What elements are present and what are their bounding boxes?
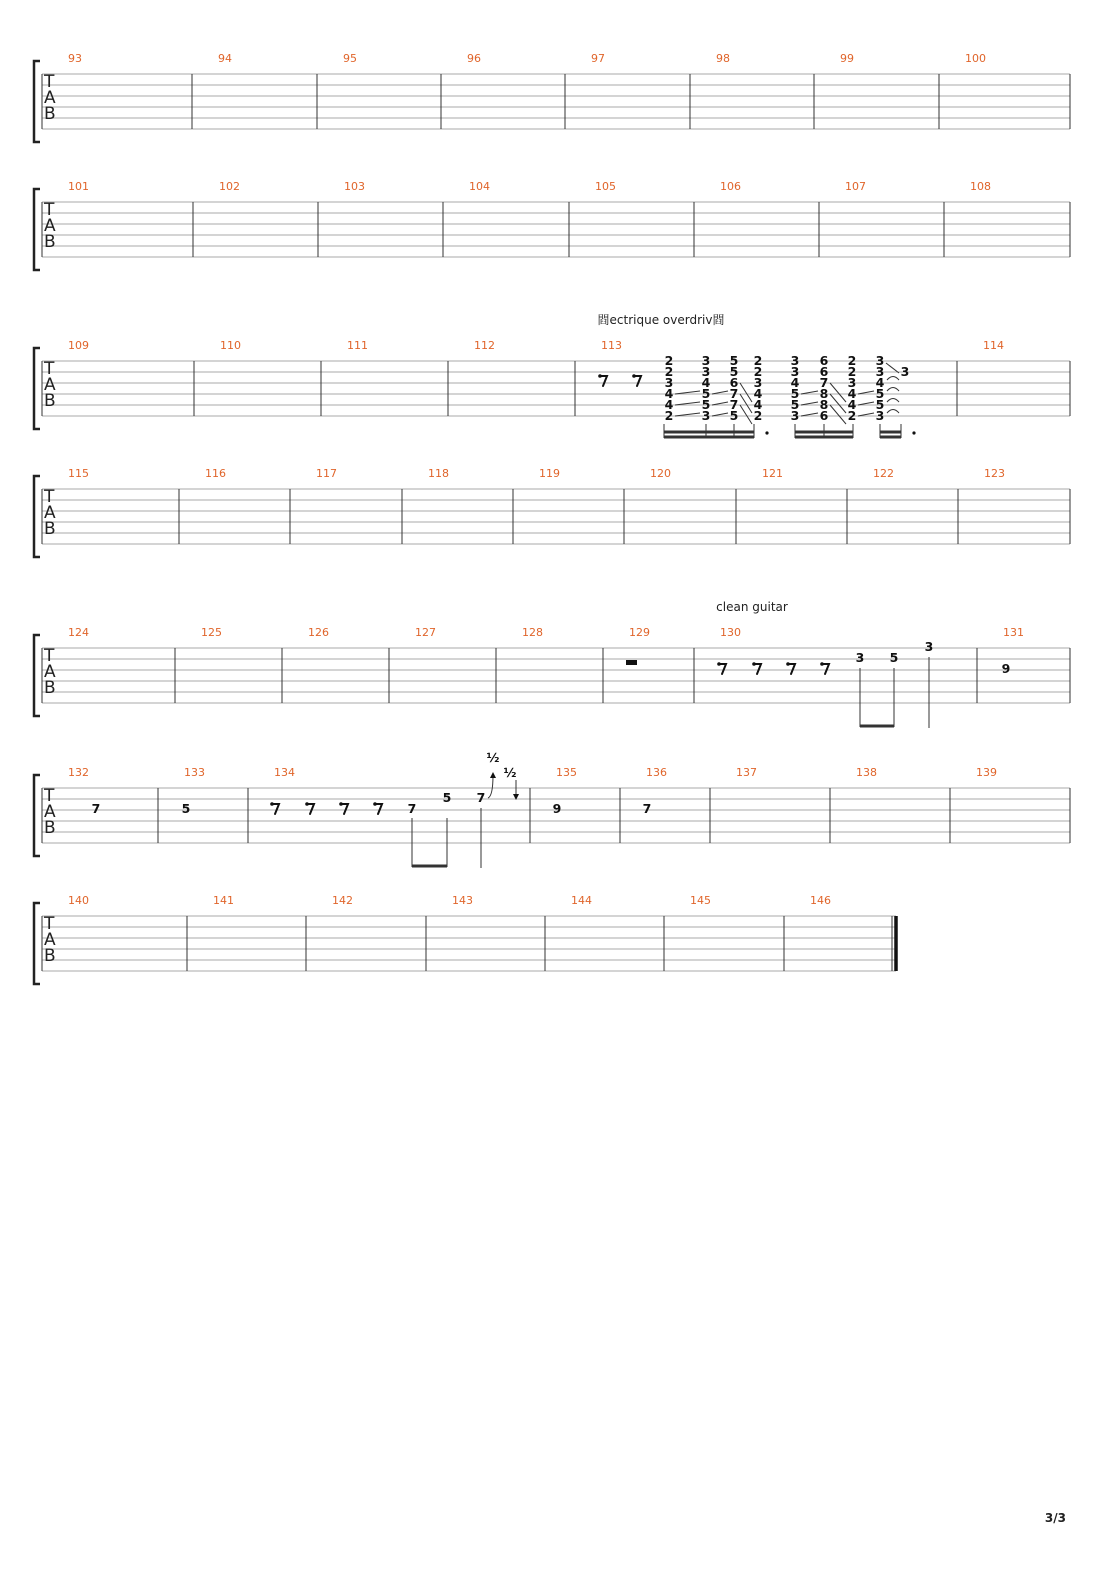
eighth-rest: [339, 802, 348, 814]
fret-number: 2: [753, 408, 763, 423]
eighth-rest-dot: [786, 662, 790, 666]
eighth-rest-dot: [339, 802, 343, 806]
tab-clef-letter: T: [44, 914, 55, 934]
measure-number: 141: [213, 894, 234, 907]
tab-clef-letter: B: [44, 818, 56, 838]
fret-number: 4: [701, 375, 711, 390]
eighth-rest-dot: [373, 802, 377, 806]
eighth-rest-stroke: [719, 664, 726, 674]
tie: [887, 399, 899, 403]
measure-number: 106: [720, 180, 741, 193]
measure-number: 146: [810, 894, 831, 907]
eighth-rest-dot: [632, 374, 636, 378]
slide-line: [740, 383, 752, 402]
tab-clef-letter: A: [44, 930, 56, 950]
eighth-rest-dot: [305, 802, 309, 806]
measure-number: 94: [218, 52, 232, 65]
system-bracket: [34, 189, 40, 270]
measure-number: 131: [1003, 626, 1024, 639]
fret-number: 5: [729, 408, 739, 423]
fret-number: 2: [664, 353, 674, 368]
eighth-rest: [752, 662, 761, 674]
measure-number: 99: [840, 52, 854, 65]
fret-number: 3: [900, 364, 910, 379]
measure-number: 102: [219, 180, 240, 193]
slide-line: [740, 394, 752, 413]
eighth-rest-dot: [270, 802, 274, 806]
measure-number: 137: [736, 766, 757, 779]
fret-number: 3: [664, 375, 674, 390]
fret-number: 6: [819, 353, 829, 368]
fret-number: 3: [875, 353, 885, 368]
measure-number: 130: [720, 626, 741, 639]
measure-number: 143: [452, 894, 473, 907]
fret-number: 2: [847, 408, 857, 423]
technique-annotation: clean guitar: [716, 600, 788, 614]
tie: [887, 388, 899, 392]
fret-number: 4: [790, 375, 800, 390]
eighth-rest-dot: [820, 662, 824, 666]
slide-line: [830, 394, 846, 413]
eighth-rest-stroke: [754, 664, 761, 674]
fret-number: 3: [790, 364, 800, 379]
slide-line: [740, 405, 752, 424]
system-bracket: [34, 903, 40, 984]
eighth-rest-stroke: [822, 664, 829, 674]
measure-number: 122: [873, 467, 894, 480]
measure-number: 108: [970, 180, 991, 193]
system-bracket: [34, 775, 40, 856]
technique-annotation: 閰ectrique overdriv閰: [597, 313, 725, 327]
eighth-rest-stroke: [272, 804, 279, 814]
measure-number: 117: [316, 467, 337, 480]
fret-number: 3: [701, 364, 711, 379]
measure-number: 125: [201, 626, 222, 639]
bend-amount: ½: [486, 750, 500, 765]
measure-number: 118: [428, 467, 449, 480]
tab-clef-letter: A: [44, 802, 56, 822]
fret-number: 3: [753, 375, 763, 390]
system-bracket: [34, 635, 40, 716]
eighth-rest: [717, 662, 726, 674]
measure-number: 107: [845, 180, 866, 193]
measure-number: 126: [308, 626, 329, 639]
fret-number: 3: [855, 650, 865, 665]
measure-number: 96: [467, 52, 481, 65]
measure-number: 138: [856, 766, 877, 779]
eighth-rest-dot: [598, 374, 602, 378]
fret-number: 5: [701, 397, 711, 412]
measure-number: 142: [332, 894, 353, 907]
measure-number: 97: [591, 52, 605, 65]
fret-number: 7: [729, 397, 739, 412]
measure-number: 129: [629, 626, 650, 639]
fret-number: 4: [847, 397, 857, 412]
bend-release-amount: ½: [503, 765, 517, 780]
system-bracket: [34, 61, 40, 142]
tie: [887, 410, 899, 414]
measure-number: 98: [716, 52, 730, 65]
bend-arrowhead: [490, 772, 496, 778]
system-bracket: [34, 476, 40, 557]
eighth-rest: [820, 662, 829, 674]
fret-number: 8: [819, 386, 829, 401]
measure-number: 95: [343, 52, 357, 65]
eighth-rest: [270, 802, 279, 814]
tab-clef-letter: T: [44, 200, 55, 220]
fret-number: 5: [729, 353, 739, 368]
system-bracket: [34, 348, 40, 429]
measure-number: 105: [595, 180, 616, 193]
fret-number: 4: [875, 375, 885, 390]
fret-number: 6: [819, 364, 829, 379]
measure-number: 128: [522, 626, 543, 639]
fret-number: 4: [847, 386, 857, 401]
fret-number: 7: [642, 801, 652, 816]
measure-number: 104: [469, 180, 490, 193]
fret-number: 5: [790, 386, 800, 401]
fret-number: 2: [664, 408, 674, 423]
fret-number: 3: [701, 353, 711, 368]
tab-clef-letter: B: [44, 678, 56, 698]
tab-clef-letter: A: [44, 216, 56, 236]
fret-number: 2: [753, 353, 763, 368]
measure-number: 101: [68, 180, 89, 193]
eighth-rest: [305, 802, 314, 814]
tie: [887, 377, 899, 381]
dot: [765, 431, 768, 434]
measure-number: 100: [965, 52, 986, 65]
fret-number: 5: [790, 397, 800, 412]
tab-clef-letter: T: [44, 72, 55, 92]
measure-number: 111: [347, 339, 368, 352]
dot: [912, 431, 915, 434]
measure-number: 123: [984, 467, 1005, 480]
measure-number: 114: [983, 339, 1004, 352]
fret-number: 9: [1001, 661, 1011, 676]
tab-clef-letter: B: [44, 946, 56, 966]
fret-number: 4: [753, 386, 763, 401]
measure-number: 144: [571, 894, 592, 907]
eighth-rest-dot: [752, 662, 756, 666]
eighth-rest-stroke: [307, 804, 314, 814]
measure-number: 135: [556, 766, 577, 779]
measure-number: 121: [762, 467, 783, 480]
eighth-rest-stroke: [634, 376, 641, 386]
eighth-rest: [373, 802, 382, 814]
tab-clef-letter: T: [44, 646, 55, 666]
fret-number: 2: [847, 364, 857, 379]
tab-clef-letter: A: [44, 88, 56, 108]
measure-number: 115: [68, 467, 89, 480]
tab-clef-letter: B: [44, 391, 56, 411]
fret-number: 2: [664, 364, 674, 379]
measure-number: 93: [68, 52, 82, 65]
fret-number: 7: [819, 375, 829, 390]
slide-line: [830, 383, 846, 402]
tab-clef-letter: T: [44, 487, 55, 507]
fret-number: 3: [701, 408, 711, 423]
tab-clef-letter: B: [44, 519, 56, 539]
half-rest: [626, 660, 637, 665]
measure-number: 103: [344, 180, 365, 193]
measure-number: 127: [415, 626, 436, 639]
slide-line: [830, 405, 846, 424]
fret-number: 4: [664, 386, 674, 401]
measure-number: 119: [539, 467, 560, 480]
measure-number: 140: [68, 894, 89, 907]
eighth-rest: [632, 374, 641, 386]
fret-number: 6: [729, 375, 739, 390]
tab-clef-letter: T: [44, 359, 55, 379]
fret-number: 5: [889, 650, 899, 665]
measure-number: 120: [650, 467, 671, 480]
measure-number: 133: [184, 766, 205, 779]
tab-clef-letter: A: [44, 503, 56, 523]
fret-number: 3: [875, 408, 885, 423]
measure-number: 134: [274, 766, 295, 779]
eighth-rest: [786, 662, 795, 674]
fret-number: 3: [790, 353, 800, 368]
measure-number: 110: [220, 339, 241, 352]
fret-number: 2: [847, 353, 857, 368]
fret-number: 7: [407, 801, 417, 816]
tab-clef-letter: B: [44, 232, 56, 252]
fret-number: 4: [753, 397, 763, 412]
measure-number: 124: [68, 626, 89, 639]
measure-number: 132: [68, 766, 89, 779]
tab-clef-letter: T: [44, 786, 55, 806]
fret-number: 5: [875, 397, 885, 412]
fret-number: 7: [91, 801, 101, 816]
eighth-rest: [598, 374, 607, 386]
fret-number: 5: [442, 790, 452, 805]
measure-number: 116: [205, 467, 226, 480]
eighth-rest-stroke: [341, 804, 348, 814]
fret-number: 5: [729, 364, 739, 379]
measure-number: 139: [976, 766, 997, 779]
tab-clef-letter: A: [44, 662, 56, 682]
eighth-rest-stroke: [600, 376, 607, 386]
fret-number: 3: [790, 408, 800, 423]
fret-number: 4: [664, 397, 674, 412]
fret-number: 2: [753, 364, 763, 379]
fret-number: 3: [924, 639, 934, 654]
eighth-rest-dot: [717, 662, 721, 666]
fret-number: 5: [875, 386, 885, 401]
fret-number: 5: [701, 386, 711, 401]
fret-number: 7: [476, 790, 486, 805]
fret-number: 6: [819, 408, 829, 423]
page-number: 3/3: [1044, 1511, 1066, 1525]
measure-number: 112: [474, 339, 495, 352]
fret-number: 5: [181, 801, 191, 816]
tab-clef-letter: B: [44, 104, 56, 124]
measure-number: 113: [601, 339, 622, 352]
eighth-rest-stroke: [788, 664, 795, 674]
measure-number: 145: [690, 894, 711, 907]
fret-number: 3: [875, 364, 885, 379]
fret-number: 8: [819, 397, 829, 412]
fret-number: 7: [729, 386, 739, 401]
measure-number: 136: [646, 766, 667, 779]
fret-number: 9: [552, 801, 562, 816]
measure-number: 109: [68, 339, 89, 352]
eighth-rest-stroke: [375, 804, 382, 814]
tab-clef-letter: A: [44, 375, 56, 395]
bend-curve: [488, 775, 493, 798]
fret-number: 3: [847, 375, 857, 390]
